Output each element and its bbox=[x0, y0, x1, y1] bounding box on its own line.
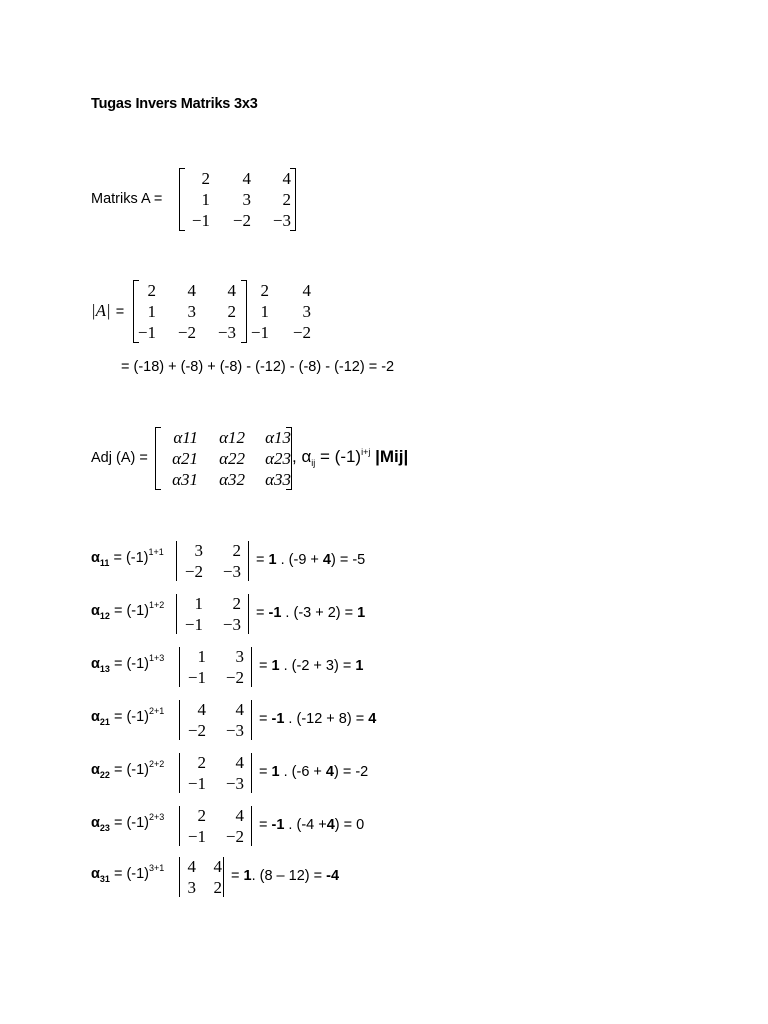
cofactor-rhs: = -1 . (-4 +4) = 0 bbox=[259, 817, 365, 833]
determinant-result: = (-18) + (-8) + (-8) - (-12) - (-8) - (-12) = -2 bbox=[121, 359, 395, 375]
matrix-a: 2 4 4 1 3 2 −1 −2 −3 bbox=[179, 168, 296, 231]
cofactor-minor: 4 4 3 2 bbox=[179, 856, 224, 898]
cofactor-lhs: $\alpha_{12} = (-1)^{1+2}$ bbox=[91, 600, 165, 621]
cofactor-rhs: = 1. (8 – 12) = -4 bbox=[231, 868, 340, 884]
adjoint-matrix: α11 α12 α13 α21 α22 α23 α31 α32 α33 bbox=[155, 427, 292, 490]
cofactor-rhs: = 1 . (-2 + 3) = 1 bbox=[259, 658, 364, 674]
matrix-a-label: Matriks A = bbox=[91, 191, 163, 207]
cofactor-lhs: $\alpha_{23} = (-1)^{2+3}$ bbox=[91, 812, 165, 833]
determinant-label: |A| = bbox=[91, 301, 125, 320]
cofactor-lhs: $\alpha_{11} = (-1)^{1+1}$ bbox=[91, 547, 164, 568]
document-title: Tugas Invers Matriks 3x3 bbox=[91, 96, 258, 112]
cofactor-lhs: $\alpha_{13} = (-1)^{1+3}$ bbox=[91, 653, 165, 674]
adjoint-label: Adj (A) = bbox=[91, 450, 148, 466]
cofactor-rhs: = 1 . (-9 + 4) = -5 bbox=[256, 552, 366, 568]
cofactor-formula: , $\alpha_{ij} = (-1)^{i+j}$ |Mij| bbox=[292, 447, 409, 468]
cofactor-minor: 2 4 −1 −2 bbox=[179, 805, 252, 847]
cofactor-rhs: = -1 . (-3 + 2) = 1 bbox=[256, 605, 366, 621]
cofactor-lhs: $\alpha_{21} = (-1)^{2+1}$ bbox=[91, 706, 165, 727]
cofactor-rhs: = -1 . (-12 + 8) = 4 bbox=[259, 711, 377, 727]
determinant-extra-columns: 2 4 1 3 −1 −2 bbox=[250, 281, 311, 342]
determinant-matrix: 2 4 4 1 3 2 −1 −2 −3 bbox=[133, 280, 247, 343]
cofactor-lhs: $\alpha_{31} = (-1)^{3+1}$ bbox=[91, 863, 165, 884]
cofactor-minor: 4 4 −2 −3 bbox=[179, 699, 252, 741]
cofactor-minor: 3 2 −2 −3 bbox=[176, 540, 249, 582]
cofactor-lhs: $\alpha_{22} = (-1)^{2+2}$ bbox=[91, 759, 165, 780]
cofactor-rhs: = 1 . (-6 + 4) = -2 bbox=[259, 764, 369, 780]
cofactor-minor: 1 2 −1 −3 bbox=[176, 593, 249, 635]
cofactor-minor: 2 4 −1 −3 bbox=[179, 752, 252, 794]
cofactor-minor: 1 3 −1 −2 bbox=[179, 646, 252, 688]
